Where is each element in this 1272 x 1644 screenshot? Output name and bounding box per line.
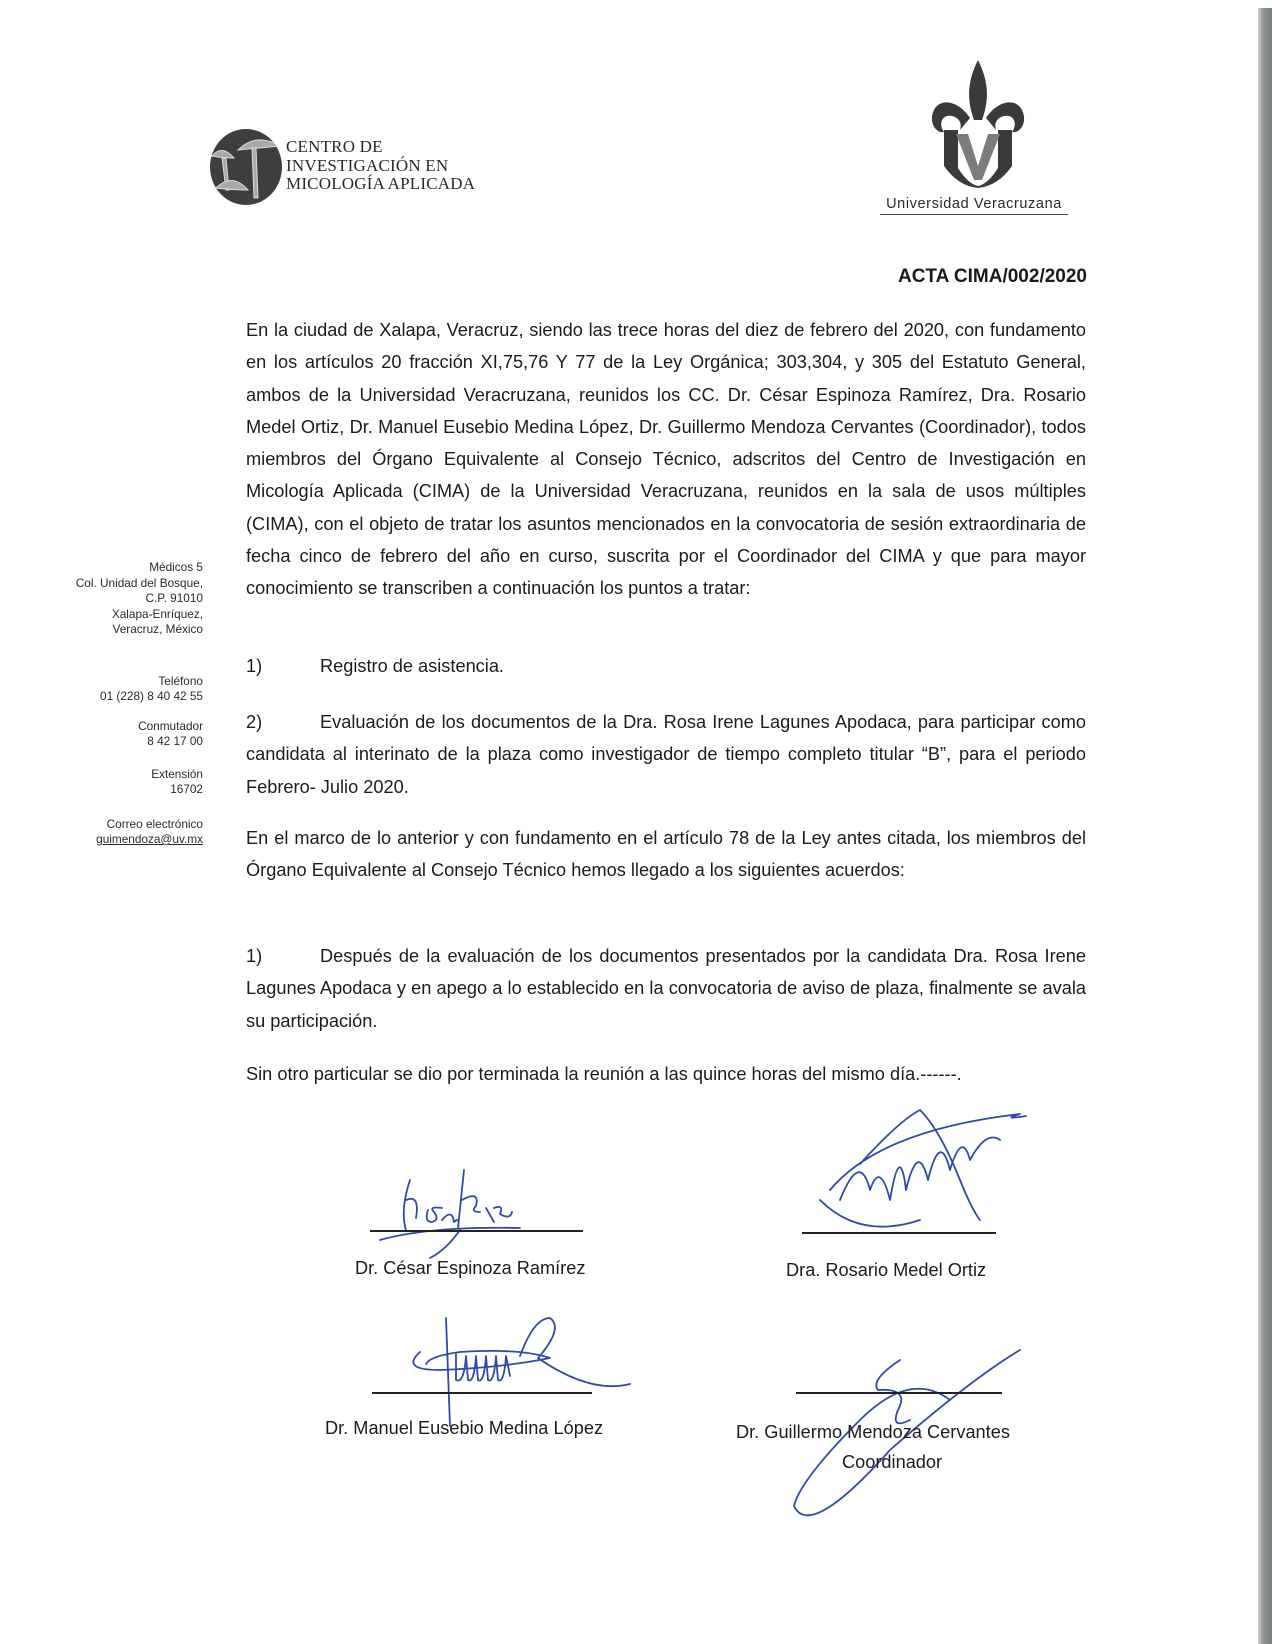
- fleur-de-lis-v-logo-icon: [918, 58, 1038, 188]
- cima-line-3: MICOLOGÍA APLICADA: [286, 174, 476, 193]
- mushroom-logo-icon: [208, 128, 284, 206]
- signature-cesar: [370, 1150, 590, 1250]
- agreement-number: 1): [246, 946, 263, 966]
- extension-value: 16702: [170, 782, 203, 796]
- phone-block: [20, 674, 203, 705]
- agreements-intro-text: En el marco de lo anterior y con fundamento en el artículo 78 de la Ley antes citada, los miembros del Órgano Equivalente al Consejo Técnico hemos llegado a los siguientes acuerdos:: [246, 828, 1086, 881]
- agreements-intro: [246, 822, 1086, 887]
- email-block: [20, 817, 203, 848]
- phone-label: Teléfono: [158, 673, 203, 688]
- closing-text: Sin otro particular se dio por terminada la reunión a las quince horas del mismo día.------.: [246, 1064, 962, 1084]
- intro-paragraph: [246, 314, 1086, 605]
- signature-line: [796, 1392, 1002, 1394]
- agenda-item: [246, 706, 1086, 803]
- scanner-edge: [1258, 8, 1272, 1644]
- address-block: [20, 560, 203, 638]
- address-line: Col. Unidad del Bosque,: [75, 575, 203, 590]
- agreement-text: Después de la evaluación de los documentos presentados por la candidata Dra. Rosa Irene Lagunes Apodaca y en apego a lo establecido en la convocatoria de aviso de plaza, finalmente se avala su participación.: [246, 946, 1086, 1031]
- cima-line-2: INVESTIGACIÓN EN: [286, 155, 449, 175]
- agenda-text: Evaluación de los documentos de la Dra. Rosa Irene Lagunes Apodaca, para participar como candidata al interinato de la plaza como investigador de tiempo completo titular “B”, para el periodo Febrero- Julio 2020.: [246, 712, 1086, 797]
- agenda-number: 1): [246, 656, 263, 676]
- signature-manuel: [360, 1298, 660, 1428]
- intro-text: En la ciudad de Xalapa, Veracruz, siendo las trece horas del diez de febrero del 2020, con fundamento en los artículos 20 fracción XI,75,76 Y 77 de la Ley Orgánica; 303,304, y 305 del Estatuto General, ambos de la Universidad Veracruzana, reunidos los CC. Dr. César Espinoza Ramírez, Dra. Rosario Medel Ortiz, Dr. Manuel Eusebio Medina López, Dr. Guillermo Mendoza Cervantes (Coordinador), todos miembros del Órgano Equivalente al Consejo Técnico, adscritos del Centro de Investigación en Micología Aplicada (CIMA) de la Universidad Veracruzana, reunidos en la sala de usos múltiples (CIMA), con el objeto de tratar los asuntos mencionados en la convocatoria de sesión extraordinaria de fecha cinco de febrero del año en curso, suscrita por el Coordinador del CIMA y que para mayor conocimiento se transcriben a continuación los puntos a tratar:: [246, 320, 1086, 599]
- cima-name: [286, 138, 475, 194]
- address-line: Médicos 5: [149, 560, 203, 574]
- signature-rosario: [800, 1100, 1040, 1240]
- acta-number: ACTA CIMA/002/2020: [897, 266, 1087, 287]
- agreement-item: [246, 940, 1086, 1037]
- university-name: Universidad Veracruzana: [880, 196, 1068, 215]
- address-line: Xalapa-Enríquez,: [111, 606, 203, 621]
- switchboard-block: [20, 719, 203, 750]
- agenda-item: [246, 650, 1086, 682]
- contact-sidebar: [20, 560, 203, 858]
- signatory-name: Dra. Rosario Medel Ortiz: [786, 1260, 987, 1280]
- address-line: Veracruz, México: [112, 622, 203, 636]
- signatory-name: Dr. César Espinoza Ramírez: [355, 1258, 586, 1278]
- signatory-role: Coordinador: [842, 1452, 943, 1472]
- signature-line: [802, 1232, 996, 1234]
- cima-line-1: CENTRO DE: [286, 137, 383, 156]
- email-label: Correo electrónico: [106, 816, 203, 831]
- agenda-number: 2): [246, 712, 263, 732]
- switchboard-label: Conmutador: [138, 718, 203, 733]
- address-line: C.P. 91010: [145, 591, 203, 605]
- email-link[interactable]: guimendoza@uv.mx: [96, 832, 203, 846]
- agenda-text: Registro de asistencia.: [320, 656, 504, 676]
- signatory-name: Dr. Manuel Eusebio Medina López: [325, 1418, 604, 1438]
- phone-value: 01 (228) 8 40 42 55: [100, 689, 203, 703]
- extension-block: [20, 767, 203, 798]
- switchboard-value: 8 42 17 00: [147, 734, 203, 748]
- signatory-name: Dr. Guillermo Mendoza Cervantes: [736, 1422, 1010, 1442]
- closing-paragraph: [246, 1058, 1086, 1090]
- extension-label: Extensión: [151, 766, 203, 781]
- signature-line: [370, 1230, 583, 1232]
- signature-line: [372, 1392, 592, 1394]
